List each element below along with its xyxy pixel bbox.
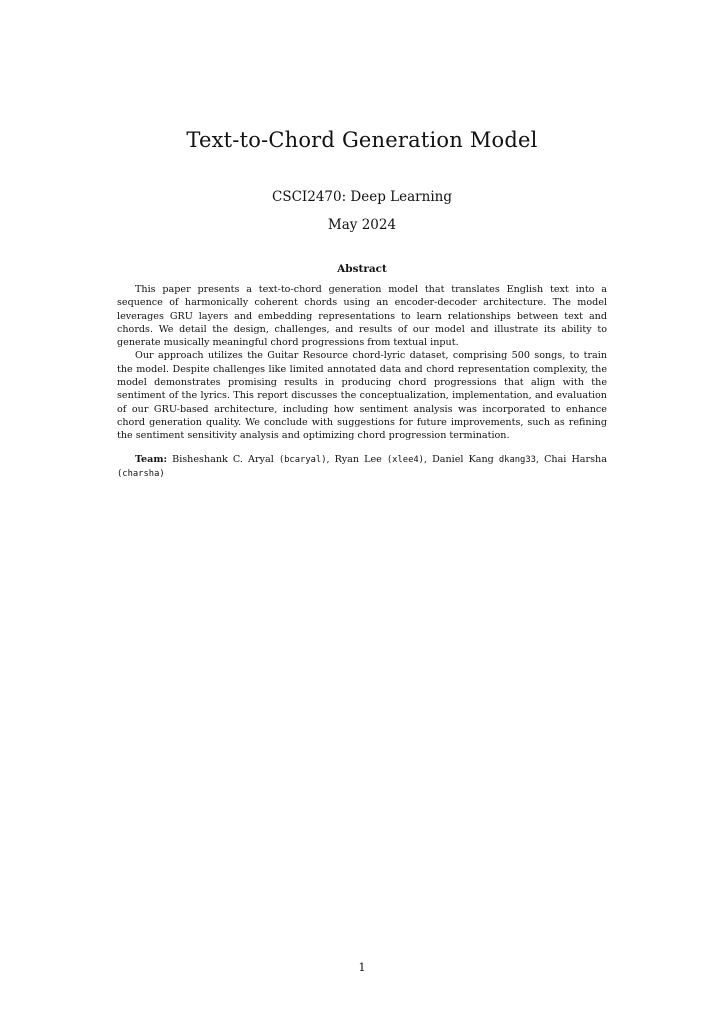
abstract-body: [117, 283, 607, 481]
team-member-name: Daniel Kang: [432, 453, 494, 465]
abstract-paragraph: This paper presents a text-to-chord generation model that translates English text into a sequence of harmonically coherent chords using an encoder-decoder architecture. The model leverages GRU layers and embedding representations to learn relationships between text and chords. We detail the design, challenges, and results of our model and illustrate its ability to generate musically meaningful chord progressions from textual input.: [117, 284, 607, 349]
team-label: Team:: [135, 453, 168, 465]
team-member-name: Bisheshank C. Aryal: [172, 453, 274, 465]
paper-title: Text-to-Chord Generation Model: [186, 128, 538, 152]
team-member-id: (charsha): [117, 468, 165, 479]
team-member-id: (xlee4): [386, 454, 424, 465]
abstract-paragraph: Our approach utilizes the Guitar Resource chord-lyric dataset, comprising 500 songs, to train the model. Despite challenges like limited annotated data and chord representation complexity, the model demonstrates promising results in producing chord progressions that align with the sentiment of the lyrics. This report discusses the conceptualization, implementation, and evaluation of our GRU-based architecture, including how sentiment analysis was incorporated to enhance chord generation quality. We conclude with suggestions for future improvements, such as refining the sentiment sensitivity analysis and optimizing chord progression termination.: [117, 350, 607, 442]
team-member-id: (bcaryal): [278, 454, 327, 465]
team-member-name: Chai Harsha: [544, 453, 607, 465]
page-number: 1: [358, 961, 366, 974]
course-name: CSCI2470: Deep Learning: [272, 189, 452, 205]
team-member-id: dkang33: [498, 454, 536, 465]
abstract-heading: Abstract: [337, 263, 387, 275]
team-line: Team: Bisheshank C. Aryal (bcaryal), Ryan Lee (xlee4), Daniel Kang dkang33, Chai Harsha (charsha): [117, 453, 607, 479]
team-member-name: Ryan Lee: [334, 453, 382, 465]
paper-date: May 2024: [327, 217, 397, 233]
